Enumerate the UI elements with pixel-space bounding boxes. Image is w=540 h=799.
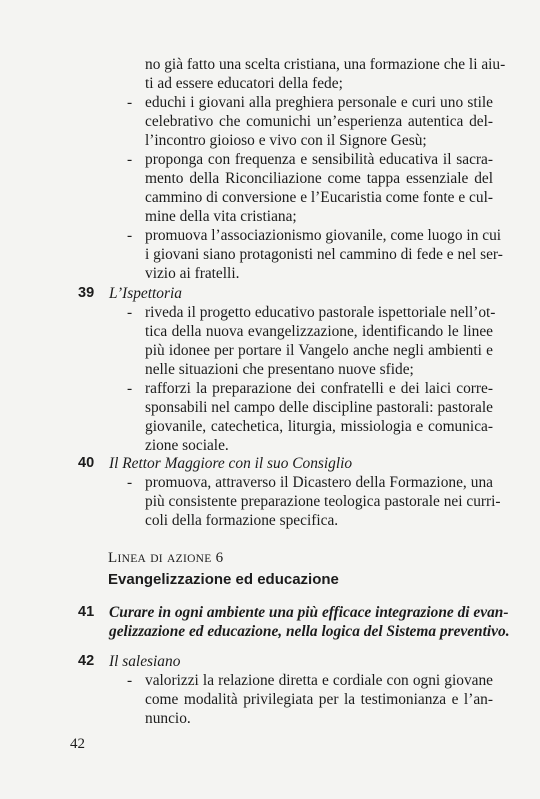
text-line: promuova l’associazionismo giovanile, come luogo in cui [145,227,502,244]
text-line: mento della Riconciliazione come tappa essenziale del [145,170,493,187]
bullet-item [127,93,493,150]
linea-rest: INEA [117,553,147,565]
objective-statement [109,603,510,641]
bullet-dash: - [127,304,133,321]
text-line: ti ad essere educatori della fede; [145,75,343,92]
text-line: più consistente preparazione teologica pastorale nei curri- [145,493,501,510]
bullet-dash: - [127,672,133,689]
text-line: proponga con frequenza e sensibilità educativa il sacra- [145,151,493,168]
text-line: i giovani siano protagonisti nel cammino di fede e nel ser- [145,246,503,263]
linea-initial: L [108,550,118,566]
text-line: promuova, attraverso il Dicastero della Formazione, una [145,474,493,491]
linea-azione: AZIONE [167,553,212,565]
text-line: mine della vita cristiana; [145,208,297,225]
bullet-dash: - [127,94,133,111]
text-line: sponsabili nel campo delle discipline pastorali: pastorale [145,399,493,416]
text-line: Curare in ogni ambiente una più efficace integrazione di evan- [109,604,509,621]
bullet-dash: - [127,227,133,244]
continuation-paragraph [145,55,506,93]
text-line: no già fatto una scelta cristiana, una formazione che li aiu- [145,56,506,73]
section-title: Evangelizzazione ed educazione [108,571,339,588]
paragraph-number: 40 [78,455,95,471]
paragraph-heading: Il Rettor Maggiore con il suo Consiglio [109,455,353,472]
bullet-item [127,150,493,226]
paragraph-heading: Il salesiano [109,653,181,670]
linea-number: 6 [215,550,224,566]
paragraph-number: 41 [78,604,95,620]
text-line: l’incontro gioioso e vivo con il Signore Gesù; [145,132,427,149]
paragraph-number: 42 [78,653,95,669]
text-line: coli della formazione specifica. [145,512,339,529]
page-number: 42 [70,736,85,752]
text-line: giovanile, catechetica, liturgia, missiologia e comunica- [145,418,493,435]
text-line: cammino di conversione e l’Eucaristia come fonte e cul- [145,189,493,206]
bullet-dash: - [127,474,133,491]
text-line: zione sociale. [145,437,229,454]
text-line: riveda il progetto educativo pastorale ispettoriale nell’ot- [145,304,496,321]
paragraph-heading: L’Ispettoria [109,285,182,302]
text-line: celebrativo che comunichi un’esperienza autentica del- [145,113,493,130]
bullet-dash: - [127,151,133,168]
text-line: più idonee per portare il Vangelo anche negli ambienti e [145,342,493,359]
bullet-item [127,303,496,379]
text-line: gelizzazione ed educazione, nella logica del Sistema preventivo. [109,623,510,640]
linea-di: DI [150,553,163,565]
text-line: tica della nuova evangelizzazione, identificando le linee [145,323,493,340]
text-line: come modalità privilegiata per la testimonianza e l’an- [145,691,493,708]
text-line: rafforzi la preparazione dei confratelli e dei laici corre- [145,380,493,397]
text-line: educhi i giovani alla preghiera personale e curi uno stile [145,94,493,111]
bullet-item [127,671,493,728]
text-line: vizio ai fratelli. [145,265,240,282]
text-line: valorizzi la relazione diretta e cordiale con ogni giovane [145,672,493,689]
bullet-item [127,473,501,530]
paragraph-number: 39 [78,285,95,301]
bullet-item [127,226,503,283]
text-line: nuncio. [145,710,191,727]
line-of-action-label [108,549,223,569]
bullet-item [127,379,493,455]
text-line: nelle situazioni che presentano nuove sfide; [145,361,414,378]
bullet-dash: - [127,380,133,397]
